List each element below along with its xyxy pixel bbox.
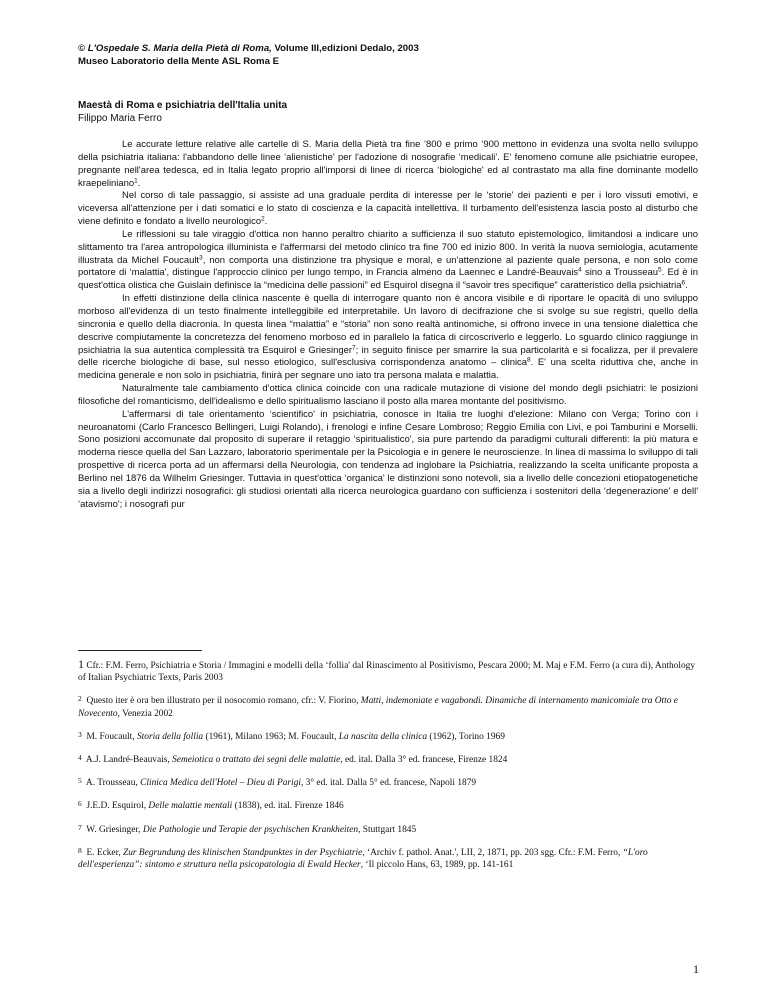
paragraph-1: Le accurate letture relative alle cartelle di S. Maria della Pietà tra fine ‘800 e primo ‘900 mettono in evidenza una svolta nello sviluppo della psichiatria italiana: l'abbandono delle linee ‘alienistiche' per l'adozione di nosografie ‘medicali'. E' fenomeno comune alle psichiatrie europee, pregnante nell'area tedesca, ed in Italia legato proprio all'imporsi di linee di ricerca ‘biologiche' ed al contrastato ma alla fine dominante modello kraepeliniano$^1$.: [78, 139, 698, 189]
footnote-ref-2[interactable]: 2: [261, 215, 265, 223]
footnote-number: 1: [78, 657, 84, 671]
header-copyright: © L'Ospedale S. Maria della Pietà di Roma,: [78, 43, 272, 54]
footnote-1: 1 Cfr.: F.M. Ferro, Psichiatria e Storia / Immagini e modelli della ‘follia' dal Rinascimento al Positivismo, Pescara 2000; M. Maj e F.M. Ferro (a cura di), Anthology of Italian Psychiatric Texts, Paris 2003: [78, 657, 696, 684]
paragraph-2: Nel corso di tale passaggio, si assiste ad una graduale perdita di interesse per le ‘storie' dei pazienti e per i loro vissuti emotivi, e viceversa all'attenzione per i dati somatici e lo stato di coscienza e la capacità intellettiva. Il turbamento dell'esistenza lascia posto al disturbo che viene definito e fondato a livello neurologico$^2$.: [78, 190, 698, 228]
footnote-ref-3[interactable]: 3: [199, 254, 203, 262]
footnote-number: 6: [78, 799, 82, 809]
header-line-2: Museo Laboratorio della Mente ASL Roma E: [78, 56, 279, 67]
header-line-1: [78, 42, 698, 55]
article-title: Maestà di Roma e psichiatria dell'Italia unita: [78, 100, 288, 111]
article-body: [78, 139, 698, 511]
footnotes: [78, 658, 698, 880]
footnote-3: $^3$ M. Foucault, Storia della follia (1961), Milano 1963; M. Foucault, La nascita della clinica (1962), Torino 1969: [78, 729, 505, 742]
footnote-6: $^6$ J.E.D. Esquirol, Delle malattie mentali (1838), ed. ital. Firenze 1846: [78, 799, 344, 812]
footnote-4: $^4$ A.J. Landré-Beauvais, Semeiotica o trattato dei segni delle malattie, ed. ital. Dalla 3° ed. francese, Firenze 1824: [78, 753, 508, 766]
footnote-number: 8: [78, 845, 82, 855]
paragraph-4: In effetti distinzione della clinica nascente è quella di interrogare quanto non è ancora visibile e di riportare le opacità di uno sviluppo morboso all'evidenza di un testo finalmente intelleggibile ed interpretabile. Un lavoro di decifrazione che si svolge su sue registri, quello della sincronia e quello della diacronia. In questa linea “malattia” e “storia” non sono realtà antinomiche, si offrono invece in una tensione dialettica che descrive compiutamente la concretezza del fenomeno morboso ed in parallelo la fatica di circoscriverlo e leggerlo. Lo sguardo clinico raggiunge in psichiatria la sua autentica complessità tra Esquirol e Griesinger$^7$; in seguito finisce per smarrire la sua particolarità e si focalizza, per il prevalere delle ricerche biologiche di base, sul nesso etiologico, sull'esclusiva corrispondenza anatomo – clinica$^8$. E' una scelta riduttiva che, anche in medicina generale e non solo in psichiatria, finirà per segnare uno iato tra persona malata e malattia.: [78, 293, 698, 382]
footnote-ref-5[interactable]: 5: [658, 266, 662, 274]
footnote-5: $^5$ A. Trousseau, Clinica Medica dell'Hotel – Dieu di Parigi, 3° ed. ital. Dalla 5° ed. francese, Napoli 1879: [78, 776, 477, 789]
footnote-ref-4[interactable]: 4: [578, 266, 582, 274]
footnote-number: 2: [78, 694, 82, 704]
footnote-2: $^2$ Questo iter è ora ben illustrato per il nosocomio romano, cfr.: V. Fiorino, Matti, indemoniate e vagabondi. Dinamiche di internamento manicomiale tra Otto e Novecento, Venezia 2002: [78, 694, 678, 719]
paragraph-3: Le riflessioni su tale viraggio d'ottica non hanno peraltro chiarito a sufficienza il suo statuto epistemologico, limitandosi a indicare uno slittamento tra l'area antropologica illuminista e l'affermarsi del metodo clinico tra fine 700 ed inizio 800. In verità la nuova semiologia, acutamente illustrata da Michel Foucault$^3$, non comporta una distinzione tra physique e moral, e un'attenzione al paziente quale persona, e non solo come portatore di ‘malattia', distingue l'approccio clinico per lungo tempo, in Francia almeno da Laennec e Landré-Beauvais$^4$ sino a Trousseau$^5$. Ed è in quest'ottica olistica che Guislain definisce la “medicina delle passioni” ed Esquirol disegna il “savoir tres specifique” caratteristico della psichiatria$^6$.: [78, 228, 698, 292]
footnote-8: $^8$ E. Ecker, Zur Begrundung des klinischen Standpunktes in der Psychiatrie, ‘Archiv f. pathol. Anat.', LII, 2, 1871, pp. 203 sgg. Cfr.: F.M. Ferro, “L'oro dell'esperienza”: sintomo e struttura nella psicopatologia di Ewald Hecker, ‘Il piccolo Hans, 63, 1989, pp. 141-161: [78, 845, 648, 871]
paragraph-6: L'affermarsi di tale orientamento ‘scientifico' in psichiatria, conosce in Italia tre luoghi d'elezione: Milano con Verga; Torino con i neuroanatomi (Carlo Francesco Bellingeri, Luigi Rolando), i frenologi e infine Cesare Lombroso; Reggio Emilia con Livi, e poi Tamburini e Morselli. Sono posizioni accomunate dal proposito di superare il retaggio ‘spiritualistico', sia pure partendo da paradigmi culturali differenti: la più matura e moderna riesce quella del San Lazzaro, laboratorio sperimentale per la Psicologia e in genere le neuroscienze. In linea di massima lo sviluppo di tali prospettive di ricerca porta ad un affermarsi della Neurologia, con tendenza ad inglobare la Psichiatria, realizzando la scelta unificante proposta a Berlino nel 1876 da Wilhelm Griesinger. Tuttavia in quest'ottica ‘organica' le distinzioni sono notevoli, sia a livello delle concezioni etiopatogenetiche sia a livello degli indirizzi nosografici: gli studiosi orientati alla ricerca neurologica guardano con sufficienza i sostenitori della ‘degenerazione' e dell' ‘atavismo'; i nosografi pur: [78, 408, 698, 510]
footnote-ref-8[interactable]: 8: [527, 356, 531, 364]
header-volume: Volume III,edizioni Dedalo, 2003: [271, 43, 419, 54]
footnote-ref-1[interactable]: 1: [134, 177, 138, 185]
footnote-number: 3: [78, 729, 82, 739]
footnote-ref-6[interactable]: 6: [681, 279, 686, 287]
footnote-number: 5: [78, 776, 82, 786]
page-header: [78, 42, 698, 68]
footnote-ref-7[interactable]: 7: [351, 344, 356, 351]
page-number: 1: [693, 962, 699, 976]
paragraph-5: Naturalmente tale cambiamento d'ottica clinica coincide con una radicale mutazione di visione del mondo degli psichiatri: le posizioni filosofiche del romanticismo, dell'idealismo e dello spiritualismo lasciano il posto alla marea montante del positivismo.: [78, 383, 698, 407]
footnote-number: 4: [78, 753, 82, 763]
footnote-7: $^7$ W. Griesinger, Die Pathologie und Terapie der psychischen Krankheiten, Stuttgart 1845: [78, 822, 417, 835]
article-author: Filippo Maria Ferro: [78, 113, 162, 124]
footnote-number: 7: [78, 822, 82, 832]
footnote-separator: [78, 650, 202, 651]
